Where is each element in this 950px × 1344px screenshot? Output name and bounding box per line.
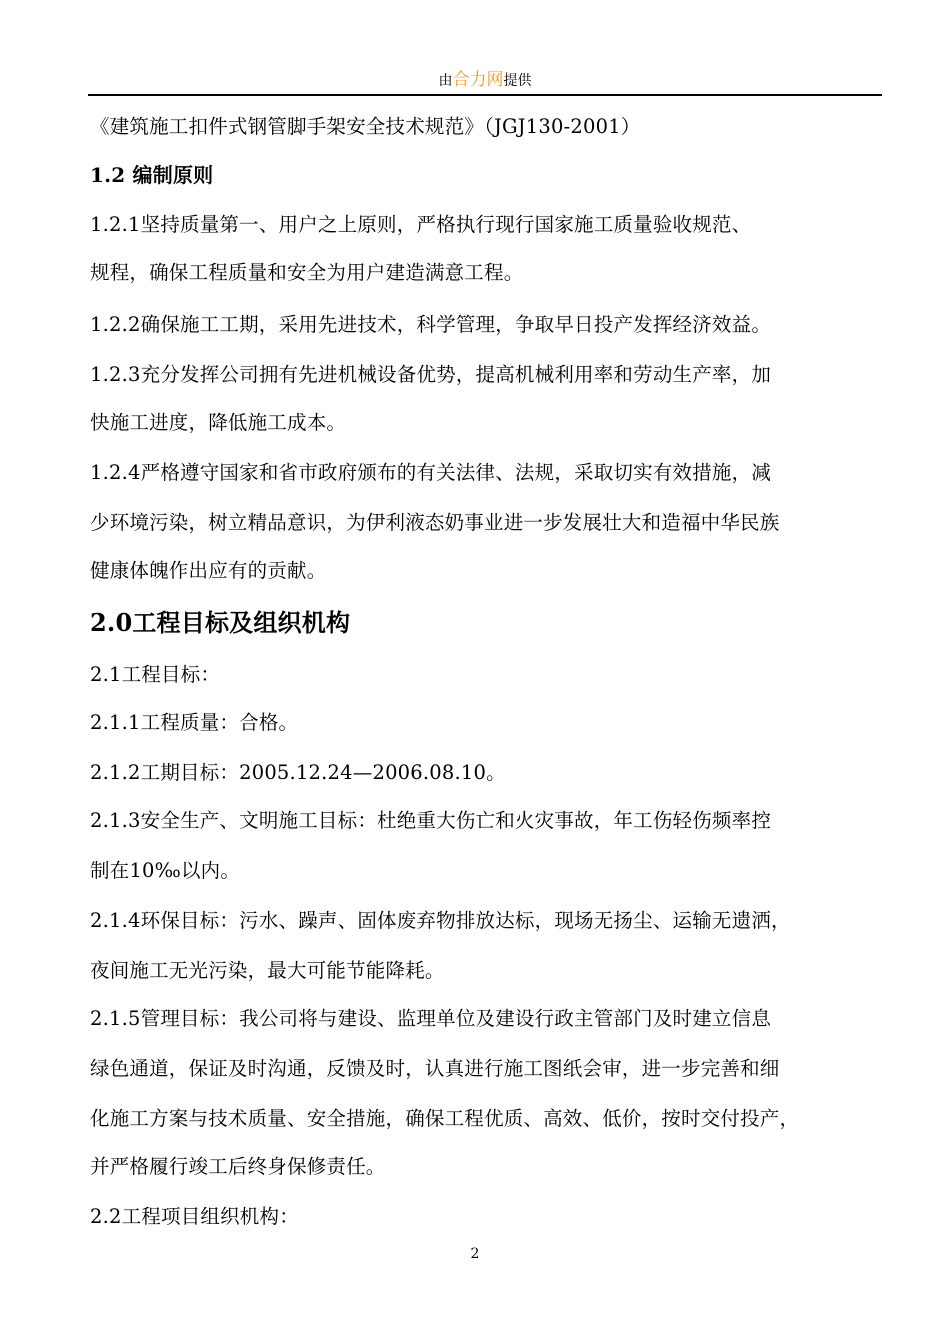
paragraph-1-2-1-line-1: 1.2.1坚持质量第一、用户之上原则，严格执行现行国家施工质量验收规范、 bbox=[90, 213, 752, 236]
header-brand-logo-text: 合力网 bbox=[452, 70, 504, 90]
item-2-1-5-line-4: 并严格履行竣工后终身保修责任。 bbox=[90, 1155, 386, 1178]
item-2-1-4-line-1: 2.1.4环保目标：污水、躁声、固体废弃物排放达标，现场无扬尘、运输无遗洒， bbox=[90, 909, 791, 932]
item-2-1-2: 2.1.2工期目标：2005.12.24—2006.08.10。 bbox=[90, 761, 506, 784]
header-prefix: 由 bbox=[438, 73, 453, 89]
paragraph-1-2-2: 1.2.2确保施工工期，采用先进技术，科学管理，争取早日投产发挥经济效益。 bbox=[90, 313, 772, 336]
page-header bbox=[88, 66, 882, 96]
reference-standard-line: 《建筑施工扣件式钢管脚手架安全技术规范》（JGJ130-2001） bbox=[90, 115, 641, 138]
paragraph-1-2-4-line-1: 1.2.4严格遵守国家和省市政府颁布的有关法律、法规，采取切实有效措施，减 bbox=[90, 461, 772, 484]
paragraph-1-2-4-line-2: 少环境污染，树立精品意识，为伊利液态奶事业进一步发展壮大和造福中华民族 bbox=[90, 511, 780, 534]
header-suffix: 提供 bbox=[503, 73, 532, 89]
section-heading-1-2: 1.2 编制原则 bbox=[90, 163, 214, 187]
subsection-2-2: 2.2工程项目组织机构： bbox=[90, 1205, 299, 1228]
item-2-1-4-line-2: 夜间施工无光污染，最大可能节能降耗。 bbox=[90, 959, 445, 982]
item-2-1-5-line-3: 化施工方案与技术质量、安全措施，确保工程优质、高效、低价，按时交付投产， bbox=[90, 1107, 800, 1130]
item-2-1-3-line-2: 制在10‰以内。 bbox=[90, 859, 241, 882]
paragraph-1-2-3-line-1: 1.2.3充分发挥公司拥有先进机械设备优势，提高机械利用率和劳动生产率，加 bbox=[90, 363, 772, 386]
page-number: 2 bbox=[470, 1246, 480, 1262]
subsection-2-1: 2.1工程目标： bbox=[90, 663, 221, 686]
paragraph-1-2-3-line-2: 快施工进度，降低施工成本。 bbox=[90, 411, 347, 434]
item-2-1-3-line-1: 2.1.3安全生产、文明施工目标：杜绝重大伤亡和火灾事故，年工伤轻伤频率控 bbox=[90, 809, 772, 832]
section-heading-2-0: 2.0工程目标及组织机构 bbox=[90, 608, 351, 637]
item-2-1-5-line-2: 绿色通道，保证及时沟通，反馈及时，认真进行施工图纸会审，进一步完善和细 bbox=[90, 1057, 780, 1080]
paragraph-1-2-1-line-2: 规程，确保工程质量和安全为用户建造满意工程。 bbox=[90, 261, 524, 284]
item-2-1-1: 2.1.1工程质量：合格。 bbox=[90, 711, 299, 734]
item-2-1-5-line-1: 2.1.5管理目标：我公司将与建设、监理单位及建设行政主管部门及时建立信息 bbox=[90, 1007, 772, 1030]
paragraph-1-2-4-line-3: 健康体魄作出应有的贡献。 bbox=[90, 559, 327, 582]
